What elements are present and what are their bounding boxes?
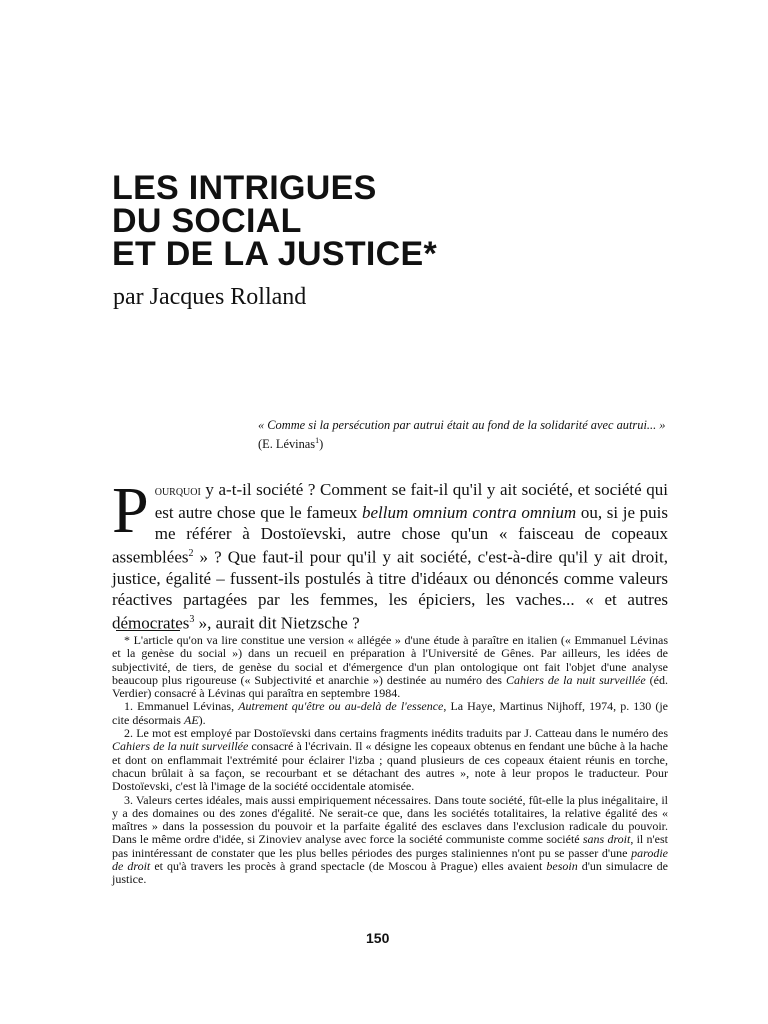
article-title <box>112 169 437 273</box>
body-text-2: ou, si je puis me référer à Dostoïevski, autre chose qu'un « faisceau de copeaux assemblées <box>112 502 668 568</box>
body-text-4: », aurait dit Nietzsche ? <box>194 614 360 634</box>
title-line-3: ET DE LA JUSTICE* <box>112 235 437 273</box>
footnote-divider <box>116 630 180 631</box>
footnote-star <box>112 634 668 700</box>
footnote-ref-2: 2 <box>188 548 194 560</box>
author-byline: par Jacques Rolland <box>113 284 307 310</box>
drop-cap: P <box>112 474 149 547</box>
footnote-star-emphasis: Cahiers de la nuit surveillée <box>505 672 646 687</box>
footnote-3-text-a: 3. Valeurs certes idéales, mais aussi empiriquement nécessaires. Dans toute société, fût-elle la plus inégalitaire, il y a des domaines ou des zones d'égalité. Ne serait-ce que, dans les sociétés totalitaires, la relative égalité des « maîtres » dans la possession du pouvoir et la parfaite égalité des esclaves dans l'exclusion radicale du pouvoir. Dans le même ordre d'idée, si Zinoviev analyse avec force la société communiste comme société <box>112 792 668 847</box>
epigraph-footnote-ref: 1 <box>315 436 320 445</box>
footnote-1-text-b: , La Haye, Martinus Nijhoff, 1974, p. 130 (je cite désormais <box>112 699 668 727</box>
body-emphasis-1: bellum omnium contra omnium <box>362 502 577 522</box>
footnotes <box>112 634 668 887</box>
footnote-3-emphasis-3: besoin <box>546 859 578 874</box>
opening-smallcaps: ourquoi <box>154 484 201 499</box>
footnote-3-emphasis-2: parodie de droit <box>112 845 668 874</box>
body-text-1: y a-t-il société ? Comment se fait-il qu'il y ait société, et société qui est autre chose que le fameux <box>154 480 668 522</box>
footnote-2 <box>112 727 668 793</box>
footnote-3 <box>112 794 668 887</box>
footnote-1-emphasis: Autrement qu'être ou au-delà de l'essence <box>238 699 444 714</box>
footnote-1-text-a: 1. Emmanuel Lévinas, <box>124 699 239 714</box>
footnote-2-text-a: 2. Le mot est employé par Dostoïevski dans certains fragments inédits traduits par J. Catteau dans le numéro des <box>124 726 668 741</box>
footnote-2-emphasis: Cahiers de la nuit surveillée <box>112 739 249 754</box>
footnote-1-text-c: ). <box>198 712 206 727</box>
footnote-ref-3: 3 <box>189 614 195 626</box>
footnote-star-text-b: (éd. Verdier) consacré à Lévinas qui paraîtra en septembre 1984. <box>112 672 668 701</box>
footnote-3-emphasis: sans droit <box>582 832 631 847</box>
footnote-1-emphasis-2: AE <box>183 712 199 727</box>
epigraph-close: ) <box>319 437 324 452</box>
epigraph-attribution: (E. Lévinas <box>258 437 316 452</box>
footnote-1 <box>112 700 668 727</box>
epigraph-quote: « Comme si la persécution par autrui était au fond de la solidarité avec autrui... » <box>258 418 666 432</box>
body-paragraph <box>112 474 668 635</box>
page-number: 150 <box>366 930 390 946</box>
title-line-2: DU SOCIAL <box>112 202 302 240</box>
body-text-3: » ? Que faut-il pour qu'il y ait société, c'est-à-dire qu'il y ait droit, justice, égalité – fussent-ils postulés à titre d'idéaux ou dénoncés comme valeurs réactives partagées par les femmes, les épiciers, les vaches... « et autres démocrates <box>112 548 668 634</box>
epigraph <box>258 417 668 452</box>
footnote-3-text-c: et qu'à travers les procès à grand spectacle (de Moscou à Prague) elles avaient <box>150 859 547 874</box>
title-line-1: LES INTRIGUES <box>112 169 377 207</box>
footnote-star-text-a: * L'article qu'on va lire constitue une version « allégée » d'une étude à paraître en italien (« Emmanuel Lévinas et la genèse du social ») dans un recueil en préparation à l'Université de Gênes. Par ailleurs, les idées de subjectivité, de tiers, de genèse du social et d'émergence d'un plan ontologique ont fait l'objet d'une analyse beaucoup plus rigoureuse (« Subjectivité et anarchie ») destinée au numéro des <box>112 633 668 687</box>
footnote-3-text-b: , il n'est pas inintéressant de constater que les plus belles périodes des purges staliniennes n'ont pu se passer d'une <box>112 832 668 860</box>
footnote-3-text-d: d'un simulacre de justice. <box>112 859 669 887</box>
footnote-2-text-b: consacré à l'écrivain. Il « désigne les copeaux obtenus en fendant une bûche à la hache et dont on enflammait l'extrémité pour éclairer l'izba ; quand plusieurs de ces copeaux étaient réunis en torche, chacun brûlait à sa façon, se recourbant et se détachant des autres », note à leur propos le traducteur. Pour Dostoïevski, c'est là l'image de la société occidentale atomisée. <box>112 739 669 794</box>
